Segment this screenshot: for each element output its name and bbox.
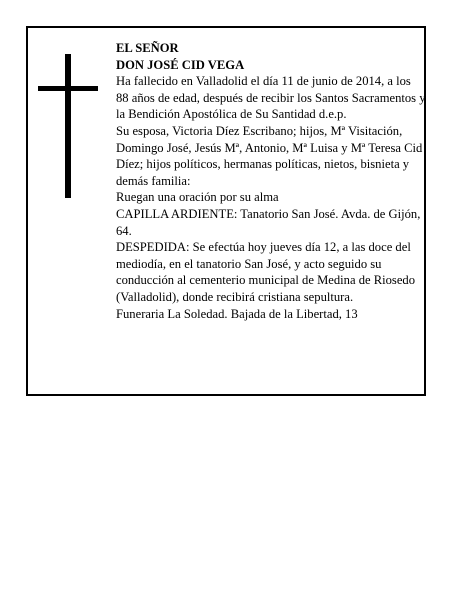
wake-location: CAPILLA ARDIENTE: Tanatorio San José. Avda. de Gijón, 64.	[116, 206, 421, 238]
obituary-notice	[26, 26, 426, 396]
funeral-home: Funeraria La Soledad. Bajada de la Libertad, 13	[116, 306, 358, 321]
funeral-details: DESPEDIDA: Se efectúa hoy jueves día 12, a las doce del mediodía, en el tanatorio San José, y acto seguido su conducción al cementerio municipal de Medina de Riosedo (Valladolid), donde recibirá cristiana sepultura.	[116, 240, 416, 304]
header-title: EL SEÑOR	[116, 41, 179, 55]
death-announcement: Ha fallecido en Valladolid el día 11 de junio de 2014, a los 88 años de edad, después de recibir los Santos Sacramentos y la Bendición Apostólica de Su Santidad d.e.p.	[116, 74, 426, 122]
cross-vertical-bar	[65, 54, 71, 198]
prayer-request: Ruegan una oración por su alma	[116, 190, 279, 205]
cross-icon	[38, 54, 98, 198]
deceased-name: DON JOSÉ CID VEGA	[116, 57, 245, 72]
notice-text	[116, 40, 426, 322]
cross-horizontal-bar	[38, 86, 98, 91]
family-list: Su esposa, Victoria Díez Escribano; hijos, Mª Visitación, Domingo José, Jesús Mª, Antonio, Mª Luisa y Mª Teresa Cid Díez; hijos políticos, hermanas políticas, nietos, bisnieta y demás familia:	[116, 123, 423, 188]
